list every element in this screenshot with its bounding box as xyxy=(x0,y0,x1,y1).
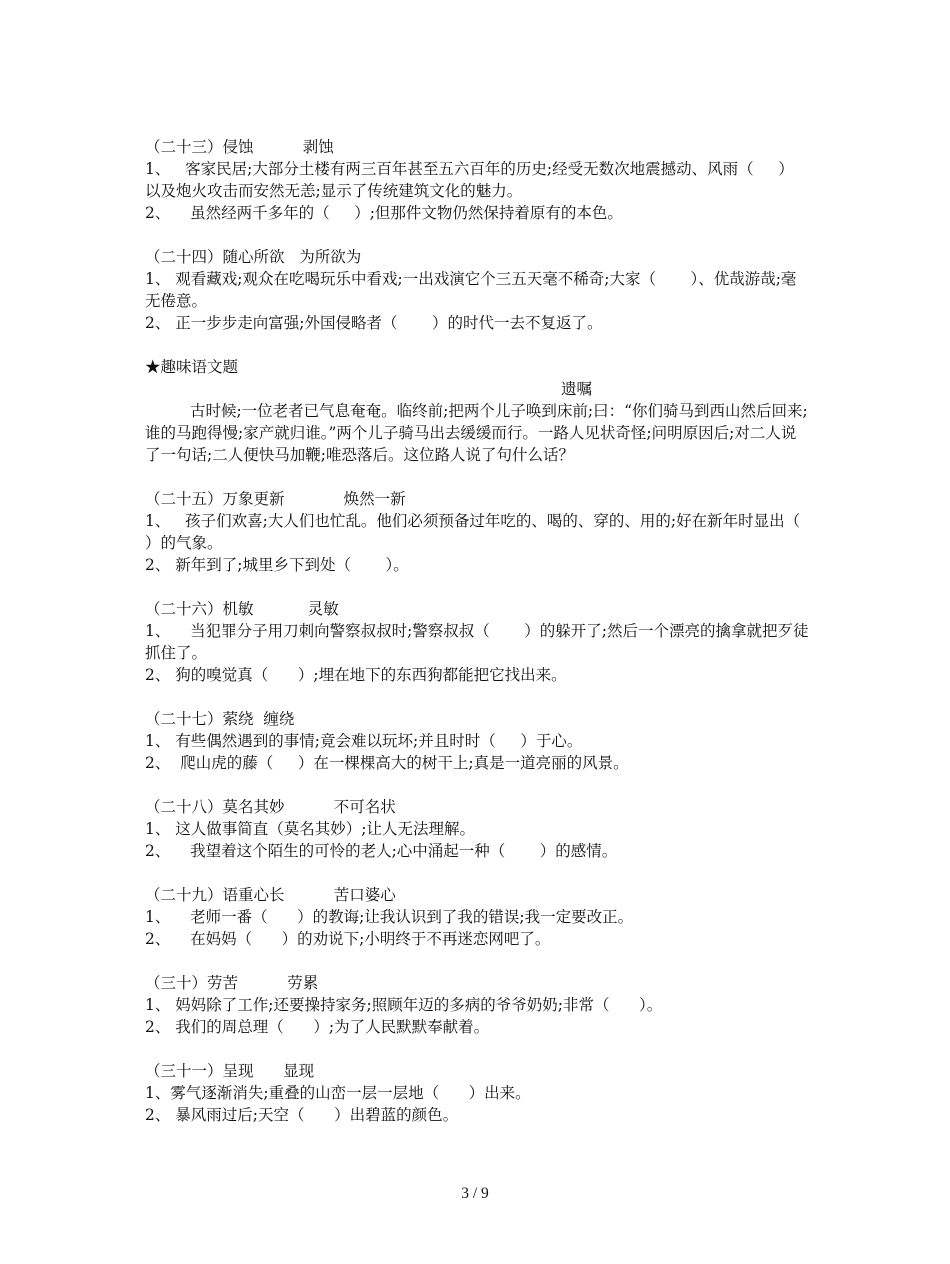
exercise-item: 2、 我们的周总理（ ）;为了人民默默奉献着。 xyxy=(145,1018,490,1036)
exercise-section-24 xyxy=(145,246,809,334)
fun-section-label: ★趣味语文题 xyxy=(145,358,239,376)
page-number: 3 / 9 xyxy=(461,1185,489,1202)
exercise-item: 2、 暴风雨过后;天空（ ）出碧蓝的颜色。 xyxy=(145,1106,459,1124)
story-body: 古时候;一位老者已气息奄奄。临终前;把两个儿子唤到床前;曰：“你们骑马到西山然后回来;谁的马跑得慢;家产就归谁。”两个儿子骑马出去缓缓而行。一路人见状奇怪;问明原因后;对二人说了一句话;二人便快马加鞭;唯恐落后。这位路人说了句什么话？ xyxy=(145,402,808,464)
exercise-section-28 xyxy=(145,796,809,862)
section-heading: （二十九）语重心长 苦口婆心 xyxy=(145,886,396,904)
section-heading: （三十）劳苦 劳累 xyxy=(145,974,319,992)
section-heading: （三十一）呈现 显现 xyxy=(145,1062,315,1080)
exercise-item: 1、 有些偶然遇到的事情;竟会难以玩坏;并且时时（ ）于心。 xyxy=(145,732,583,750)
exercise-item: 2、 我望着这个陌生的可怜的老人;心中涌起一种（ ）的感情。 xyxy=(145,842,618,860)
section-heading: （二十六）机敏 灵敏 xyxy=(145,600,339,618)
exercise-item: 1、 当犯罪分子用刀刺向警察叔叔时;警察叔叔（ ）的躲开了;然后一个漂亮的擒拿就把歹徒抓住了。 xyxy=(145,622,809,662)
exercise-section-26 xyxy=(145,598,809,686)
exercise-section-30 xyxy=(145,972,809,1038)
exercise-item: 2、 正一步步走向富强;外国侵略者（ ）的时代一去不复返了。 xyxy=(145,314,603,332)
exercise-section-25 xyxy=(145,488,835,576)
exercise-item: 2、 虽然经两千多年的（ ）;但那件文物仍然保持着原有的本色。 xyxy=(145,204,623,222)
exercise-item: 1、雾气逐渐消失;重叠的山峦一层一层地（ ）出来。 xyxy=(145,1084,531,1102)
exercise-item: 1、 客家民居;大部分土楼有两三百年甚至五六百年的历史;经受无数次地震撼动、风雨（ ）以及炮火攻击而安然无恙;显示了传统建筑文化的魅力。 xyxy=(145,160,794,200)
exercise-item: 1、 孩子们欢喜;大人们也忙乱。他们必须预备过年吃的、喝的、穿的、用的;好在新年时显出（ ）的气象。 xyxy=(145,512,835,552)
exercise-item: 2、 爬山虎的藤（ ）在一棵棵高大的树干上;真是一道亮丽的风景。 xyxy=(145,754,629,772)
exercise-item: 2、 新年到了;城里乡下到处（ ）。 xyxy=(145,556,409,574)
exercise-item: 1、 妈妈除了工作;还要操持家务;照顾年迈的多病的爷爷奶奶;非常（ ）。 xyxy=(145,996,663,1014)
section-heading: （二十五）万象更新 焕然一新 xyxy=(145,490,406,508)
document-body xyxy=(145,136,835,1126)
section-heading: （二十八）莫名其妙 不可名状 xyxy=(145,798,396,816)
fun-question-section xyxy=(145,356,809,466)
exercise-item: 1、 这人做事简直（莫名其妙）;让人无法理解。 xyxy=(145,820,476,838)
exercise-section-27 xyxy=(145,708,809,774)
exercise-section-29 xyxy=(145,884,809,950)
exercise-item: 1、 老师一番（ ）的教诲;让我认识到了我的错误;我一定要改正。 xyxy=(145,908,634,926)
exercise-section-23 xyxy=(145,136,809,224)
section-heading: （二十七）萦绕 缠绕 xyxy=(145,710,295,728)
exercise-item: 1、 观看藏戏;观众在吃喝玩乐中看戏;一出戏演它个三五天毫不稀奇;大家（ ）、优哉游哉;毫无倦意。 xyxy=(145,270,797,310)
exercise-item: 2、 在妈妈（ ）的劝说下;小明终于不再迷恋网吧了。 xyxy=(145,930,551,948)
section-heading: （二十三）侵蚀 剥蚀 xyxy=(145,138,334,156)
exercise-item: 2、 狗的嗅觉真（ ）;埋在地下的东西狗都能把它找出来。 xyxy=(145,666,567,684)
story-title: 遗嘱 xyxy=(561,380,593,398)
exercise-section-31 xyxy=(145,1060,809,1126)
section-heading: （二十四）随心所欲 为所欲为 xyxy=(145,248,362,266)
